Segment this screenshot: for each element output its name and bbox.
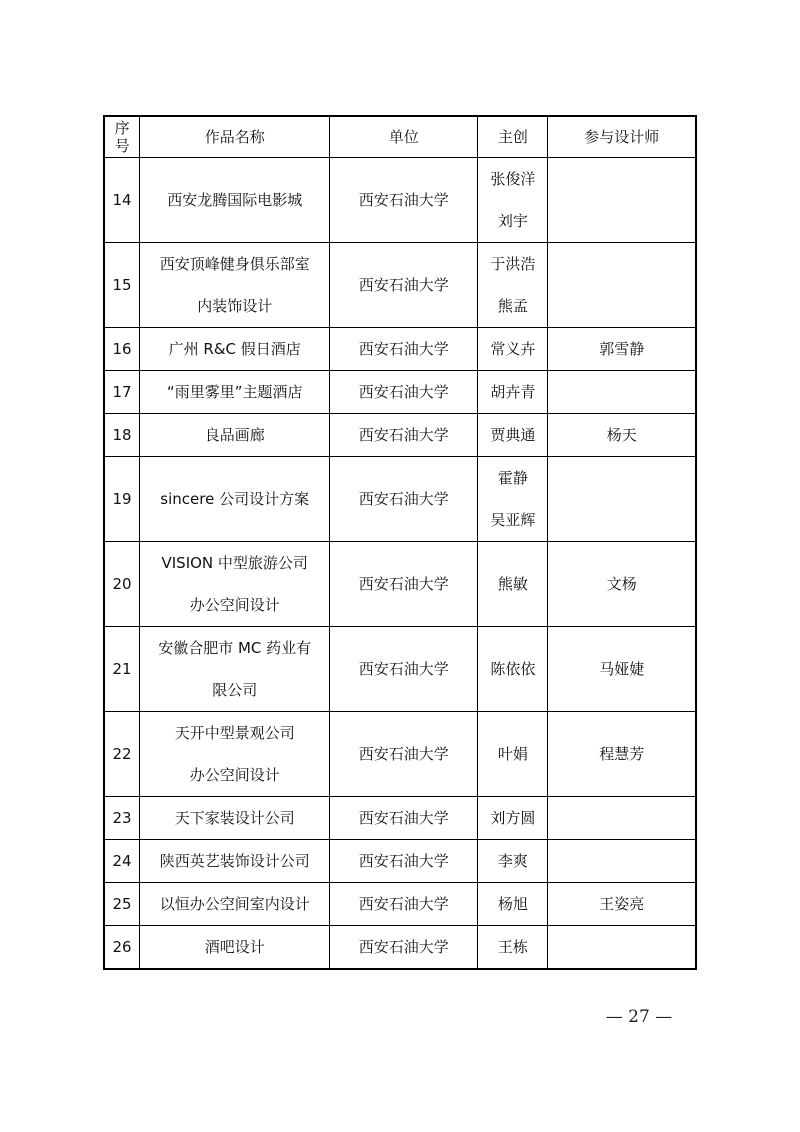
header-number <box>104 116 140 157</box>
participant-designer <box>548 157 696 242</box>
table-row <box>104 242 696 327</box>
lead-designer <box>478 157 548 242</box>
lead-designer-line: 熊敏 <box>497 574 528 593</box>
unit-name: 西安石油大学 <box>330 925 478 969</box>
work-title <box>140 370 330 413</box>
table-header-row <box>104 116 696 157</box>
lead-designer-line: 李爽 <box>497 851 528 870</box>
table-row <box>104 839 696 882</box>
participant-designer <box>548 370 696 413</box>
lead-designer-line: 陈依依 <box>490 659 536 678</box>
lead-designer <box>478 541 548 626</box>
lead-designer <box>478 456 548 541</box>
lead-designer <box>478 626 548 711</box>
row-number: 22 <box>104 711 140 796</box>
table-row <box>104 711 696 796</box>
participant-designer <box>548 839 696 882</box>
table-row <box>104 925 696 969</box>
lead-designer-line: 刘宇 <box>497 211 528 230</box>
participant-designer: 文杨 <box>548 541 696 626</box>
unit-name: 西安石油大学 <box>330 796 478 839</box>
unit-name: 西安石油大学 <box>330 370 478 413</box>
row-number: 19 <box>104 456 140 541</box>
unit-name: 西安石油大学 <box>330 626 478 711</box>
participant-designer: 程慧芳 <box>548 711 696 796</box>
lead-designer-line: 杨旭 <box>497 894 528 913</box>
lead-designer <box>478 711 548 796</box>
header-number-line2: 号 <box>114 136 130 155</box>
unit-name: 西安石油大学 <box>330 327 478 370</box>
participant-designer <box>548 925 696 969</box>
row-number: 15 <box>104 242 140 327</box>
lead-designer-line: 胡卉青 <box>490 382 536 401</box>
unit-name: 西安石油大学 <box>330 456 478 541</box>
unit-name: 西安石油大学 <box>330 242 478 327</box>
work-title-line: 安徽合肥市 MC 药业有 <box>158 638 312 657</box>
work-title <box>140 541 330 626</box>
table-row <box>104 456 696 541</box>
work-title <box>140 626 330 711</box>
work-title <box>140 882 330 925</box>
lead-designer <box>478 413 548 456</box>
work-title-line: 限公司 <box>212 680 258 699</box>
row-number: 17 <box>104 370 140 413</box>
row-number: 21 <box>104 626 140 711</box>
work-title <box>140 157 330 242</box>
unit-name: 西安石油大学 <box>330 541 478 626</box>
row-number: 25 <box>104 882 140 925</box>
unit-name: 西安石油大学 <box>330 882 478 925</box>
participant-designer <box>548 796 696 839</box>
header-lead: 主创 <box>478 116 548 157</box>
work-title-line: 办公空间设计 <box>189 595 280 614</box>
unit-name: 西安石油大学 <box>330 157 478 242</box>
lead-designer-line: 贾典通 <box>490 425 536 444</box>
work-title-line: 广州 R&C 假日酒店 <box>168 339 301 358</box>
work-title <box>140 796 330 839</box>
lead-designer <box>478 327 548 370</box>
participant-designer: 郭雪静 <box>548 327 696 370</box>
unit-name: 西安石油大学 <box>330 839 478 882</box>
work-title-line: 天开中型景观公司 <box>174 723 295 742</box>
table-row <box>104 370 696 413</box>
table-row <box>104 882 696 925</box>
work-title-line: 良品画廊 <box>204 425 265 444</box>
work-title <box>140 413 330 456</box>
participant-designer: 马娅婕 <box>548 626 696 711</box>
lead-designer <box>478 882 548 925</box>
work-title <box>140 711 330 796</box>
row-number: 16 <box>104 327 140 370</box>
lead-designer <box>478 839 548 882</box>
header-unit: 单位 <box>330 116 478 157</box>
lead-designer-line: 张俊洋 <box>490 169 536 188</box>
lead-designer <box>478 925 548 969</box>
work-title <box>140 925 330 969</box>
work-title <box>140 242 330 327</box>
work-title-line: 陕西英艺装饰设计公司 <box>159 851 310 870</box>
row-number: 24 <box>104 839 140 882</box>
lead-designer-line: 霍静 <box>497 468 528 487</box>
lead-designer <box>478 242 548 327</box>
work-title-line: “雨里雾里”主题酒店 <box>166 382 303 401</box>
work-title-line: 西安顶峰健身俱乐部室 <box>159 254 310 273</box>
page-number: — 27 — <box>605 1007 673 1027</box>
unit-name: 西安石油大学 <box>330 413 478 456</box>
lead-designer-line: 常义卉 <box>490 339 536 358</box>
work-title <box>140 456 330 541</box>
work-title-line: 天下家装设计公司 <box>174 808 295 827</box>
table-row <box>104 327 696 370</box>
participant-designer <box>548 242 696 327</box>
table-row <box>104 541 696 626</box>
lead-designer-line: 于洪浩 <box>490 254 536 273</box>
work-title <box>140 327 330 370</box>
lead-designer-line: 刘方圆 <box>490 808 536 827</box>
table-row <box>104 626 696 711</box>
row-number: 23 <box>104 796 140 839</box>
participant-designer: 杨天 <box>548 413 696 456</box>
lead-designer-line: 叶娟 <box>497 744 528 763</box>
awards-table <box>103 115 697 970</box>
lead-designer <box>478 370 548 413</box>
lead-designer-line: 熊孟 <box>497 296 528 315</box>
table-row <box>104 413 696 456</box>
header-participants: 参与设计师 <box>548 116 696 157</box>
table-body <box>104 157 696 969</box>
work-title-line: 办公空间设计 <box>189 765 280 784</box>
work-title-line: sincere 公司设计方案 <box>160 489 310 508</box>
work-title-line: 内装饰设计 <box>197 296 273 315</box>
lead-designer-line: 王栋 <box>497 937 528 956</box>
row-number: 20 <box>104 541 140 626</box>
header-title: 作品名称 <box>140 116 330 157</box>
participant-designer: 王姿亮 <box>548 882 696 925</box>
work-title <box>140 839 330 882</box>
unit-name: 西安石油大学 <box>330 711 478 796</box>
table-row <box>104 796 696 839</box>
table-row <box>104 157 696 242</box>
work-title-line: 以恒办公空间室内设计 <box>159 894 310 913</box>
lead-designer <box>478 796 548 839</box>
work-title-line: VISION 中型旅游公司 <box>161 553 308 572</box>
work-title-line: 酒吧设计 <box>204 937 265 956</box>
row-number: 18 <box>104 413 140 456</box>
participant-designer <box>548 456 696 541</box>
lead-designer-line: 吴亚辉 <box>490 510 536 529</box>
work-title-line: 西安龙腾国际电影城 <box>167 190 303 209</box>
row-number: 26 <box>104 925 140 969</box>
header-number-line1: 序 <box>114 118 130 137</box>
row-number: 14 <box>104 157 140 242</box>
